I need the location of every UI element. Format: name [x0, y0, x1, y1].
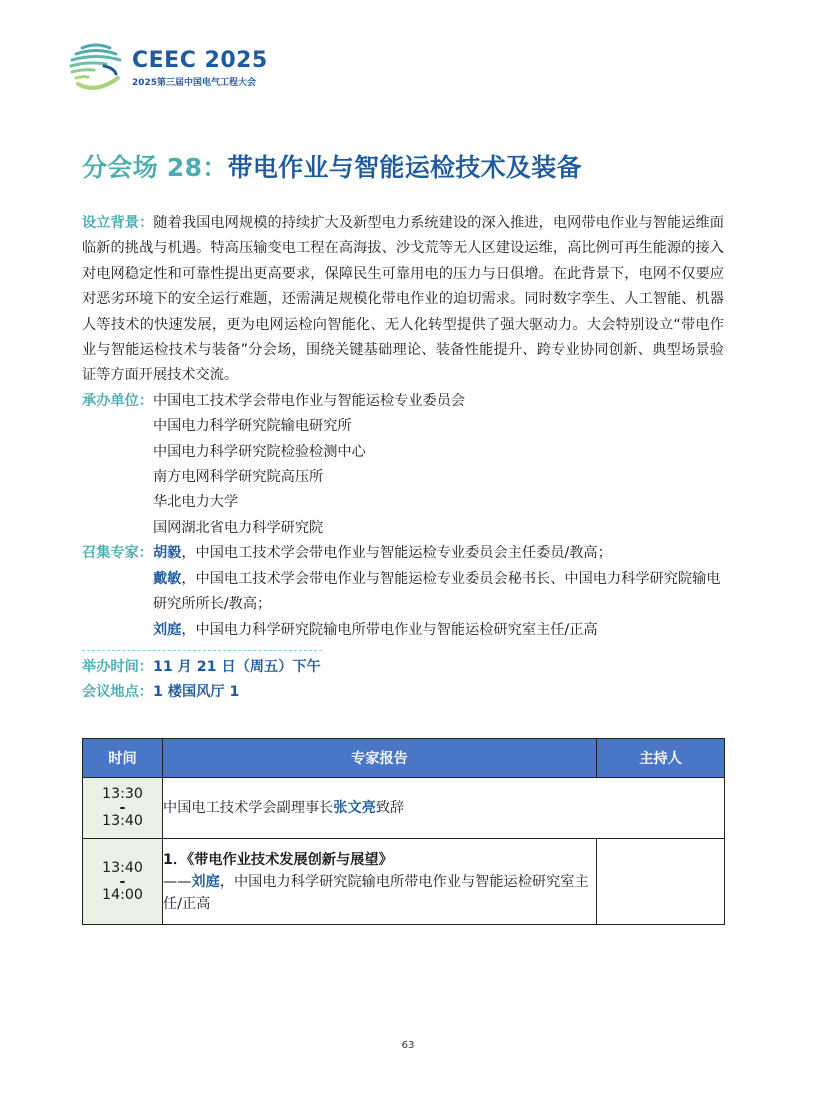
speech-prefix: 中国电工技术学会副理事长 [163, 800, 334, 816]
time-label: 举办时间： [82, 658, 153, 675]
page-title [82, 148, 582, 184]
event-time [82, 655, 724, 680]
background-label: 设立背景： [82, 215, 154, 231]
time-end: 14:00 [102, 886, 143, 903]
table-row [83, 839, 725, 925]
convener-name: 刘庭 [152, 621, 182, 638]
time-end: 13:40 [102, 813, 143, 829]
session-info [82, 211, 724, 706]
header-report: 专家报告 [163, 739, 597, 778]
organizer-item: 南方电网科学研究院高压所 [152, 469, 324, 486]
time-cell [83, 839, 163, 925]
speaker-dash: —— [163, 873, 192, 890]
time-value: 11 月 21 日（周五）下午 [152, 658, 321, 675]
report-cell [163, 839, 597, 925]
page-number: 63 [401, 1040, 415, 1051]
organizer-item: 中国电力科学研究院检验检测中心 [152, 443, 366, 460]
session-title: 带电作业与智能运检技术及装备 [227, 153, 582, 182]
globe-logo-icon [68, 40, 124, 92]
session-number: 分会场 28： [82, 153, 228, 182]
speaker-name: 张文亮 [333, 800, 376, 816]
conveners-label: 召集专家： [82, 545, 153, 562]
convener-item [153, 541, 724, 566]
speaker-affiliation: ，中国电力科学研究院输电所带电作业与智能运检研究室主任/正高 [163, 873, 589, 912]
venue-value: 1 楼国风厅 1 [152, 684, 240, 701]
organizer-item: 华北电力大学 [152, 494, 239, 511]
report-cell [163, 778, 725, 839]
background-text: 随着我国电网规模的持续扩大及新型电力系统建设的深入推进，电网带电作业与智能运维面临新的挑战与机遇。特高压输变电工程在高海拔、沙戈荒等无人区建设运维，高比例可再生能源的接入对电网稳定性和可靠性提出更高要求，保障民生可靠用电的压力与日俱增。在此背景下，电网不仅要应对恶劣环境下的安全运行难题，还需满足规模化带电作业的迫切需求。同时数字孪生、人工智能、机器人等技术的快速发展，更为电网运检向智能化、无人化转型提供了强大驱动力。大会特别设立“带电作业与智能运检技术与装备”分会场，围绕关键基础理论、装备性能提升、跨专业协同创新、典型场景验证等方面开展技术交流。 [82, 215, 724, 384]
talk-speaker [163, 871, 596, 915]
convener-item [153, 618, 724, 643]
conveners-section [82, 541, 724, 643]
time-start: 13:40 [102, 859, 143, 876]
speaker-name: 刘庭 [191, 873, 220, 890]
time-separator: - [119, 873, 126, 890]
table-row [83, 778, 725, 839]
time-cell [83, 778, 163, 839]
header-time: 时间 [83, 739, 163, 778]
dashed-divider [82, 650, 322, 651]
convener-desc: ，中国电工技术学会带电作业与智能运检专业委员会秘书长、中国电力科学研究院输电研究所所长/教高； [152, 570, 721, 613]
talk-title: 1．《带电作业技术发展创新与展望》 [163, 851, 393, 868]
background-paragraph [82, 211, 724, 389]
convener-name: 胡毅 [152, 545, 182, 562]
convener-desc: ，中国电工技术学会带电作业与智能运检专业委员会主任委员/教高； [181, 545, 612, 562]
organizer-item: 中国电力科学研究院输电研究所 [152, 418, 352, 435]
venue-label: 会议地点： [82, 684, 153, 701]
organizer-item: 国网湖北省电力科学研究院 [152, 519, 324, 536]
logo-subtitle: 2025第三届中国电气工程大会 [132, 78, 257, 88]
convener-name: 戴敏 [152, 570, 182, 587]
organizers-section [82, 389, 724, 541]
time-separator: - [119, 800, 126, 816]
header-host: 主持人 [597, 739, 725, 778]
organizers-label: 承办单位： [82, 392, 153, 409]
logo-title: CEEC 2025 [132, 48, 268, 73]
event-venue [82, 680, 724, 705]
time-start: 13:30 [102, 786, 143, 802]
table-header-row [83, 739, 725, 778]
organizer-item: 中国电工技术学会带电作业与智能运检专业委员会 [152, 392, 466, 409]
convener-desc: ，中国电力科学研究院输电所带电作业与智能运检研究室主任/正高 [181, 621, 598, 638]
conference-logo [68, 40, 268, 96]
speech-suffix: 致辞 [375, 800, 405, 816]
host-cell [597, 839, 725, 925]
convener-item [153, 567, 724, 618]
schedule-table [82, 738, 725, 925]
